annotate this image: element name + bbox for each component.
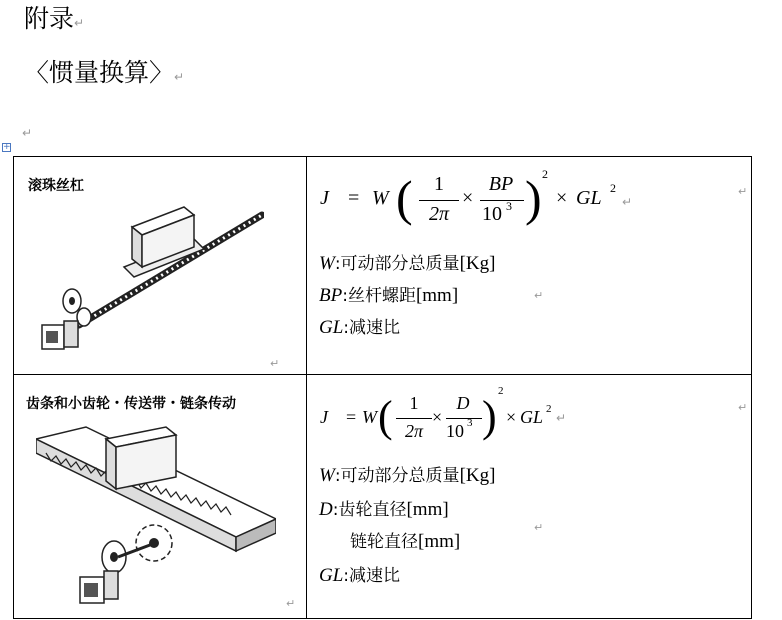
formula-gl: GL <box>576 187 602 209</box>
def-text: 链轮直径 <box>350 532 418 552</box>
def-unit: [Kg] <box>459 465 496 486</box>
appendix-text: 附录 <box>24 4 75 33</box>
frac2-bar <box>480 200 524 201</box>
frac2-numerator: D <box>456 393 470 413</box>
inertia-heading <box>24 58 184 92</box>
denominator-exponent: 3 <box>506 199 512 213</box>
frac2-denominator: 10 <box>482 203 502 225</box>
frac2-denominator: 10 <box>446 421 464 441</box>
def-row <box>319 561 400 587</box>
formula-w: W <box>362 407 377 427</box>
def-symbol: GL <box>319 317 344 338</box>
times-sign: × <box>506 407 517 427</box>
def-row <box>319 249 495 275</box>
def-unit: [mm] <box>415 285 459 306</box>
paragraph-mark: ↵ <box>738 401 748 414</box>
def-symbol: BP <box>319 285 343 306</box>
def-text: :减速比 <box>343 318 401 338</box>
appendix-heading <box>24 4 84 38</box>
times-sign: × <box>556 187 568 209</box>
def-symbol: GL <box>319 565 344 586</box>
def-row <box>350 527 460 553</box>
frac1-bar <box>396 418 432 419</box>
def-symbol: W <box>319 465 335 486</box>
power-exponent: 2 <box>498 385 504 397</box>
paragraph-mark: ↵ <box>738 185 748 198</box>
ball-screw-title: 滚珠丝杠 <box>28 178 84 194</box>
def-text: :可动部分总质量 <box>334 466 460 486</box>
paragraph-mark: ↵ <box>22 126 33 140</box>
formula-j: J <box>320 187 329 209</box>
def-unit: [Kg] <box>459 253 496 274</box>
formula-equals: = <box>346 407 357 427</box>
gl-exponent: 2 <box>546 403 552 415</box>
paragraph-mark: ↵ <box>622 195 633 209</box>
formula-w: W <box>372 187 389 209</box>
def-text: :减速比 <box>343 566 401 586</box>
times-sign: × <box>432 407 443 427</box>
def-symbol: W <box>319 253 335 274</box>
formula-j: J <box>320 407 328 427</box>
frac2-numerator: BP <box>488 173 514 195</box>
paragraph-mark: ↵ <box>534 521 544 534</box>
paren-close: ) <box>525 170 542 226</box>
rack-pinion-formula <box>320 385 740 455</box>
def-text: :可动部分总质量 <box>334 254 460 274</box>
paragraph-mark: ↵ <box>270 357 280 370</box>
def-row <box>319 313 400 339</box>
frac1-denominator: 2π <box>404 421 424 441</box>
inertia-table <box>13 156 752 619</box>
frac1-numerator: 1 <box>434 173 444 195</box>
ball-screw-illustration <box>34 197 264 365</box>
def-text: :齿轮直径 <box>332 500 407 520</box>
def-row <box>319 281 458 307</box>
table-move-handle-icon[interactable]: + <box>3 142 11 152</box>
gl-exponent: 2 <box>610 181 616 195</box>
def-text: :丝杆螺距 <box>342 286 416 306</box>
formula-gl: GL <box>520 407 544 427</box>
frac1-bar <box>419 200 459 201</box>
def-row <box>319 461 495 487</box>
paren-open: ( <box>396 170 413 226</box>
table-column-divider <box>306 157 307 618</box>
paragraph-mark: ↵ <box>74 16 85 30</box>
def-unit: [mm] <box>406 499 449 520</box>
denominator-exponent: 3 <box>467 417 473 429</box>
paragraph-mark: ↵ <box>286 597 296 610</box>
paragraph-mark: ↵ <box>556 411 567 425</box>
def-unit: [mm] <box>418 531 461 552</box>
paren-close: ) <box>482 392 497 441</box>
frac1-denominator: 2π <box>428 203 450 225</box>
frac1-numerator: 1 <box>409 393 419 413</box>
table-row-divider <box>14 374 751 375</box>
formula-equals: = <box>348 187 360 209</box>
frac2-bar <box>446 418 482 419</box>
inertia-text: 〈惯量换算〉 <box>24 58 175 87</box>
def-symbol: D <box>319 499 333 520</box>
ball-screw-formula <box>320 169 740 239</box>
def-row <box>319 495 449 521</box>
times-sign: × <box>462 187 474 209</box>
paren-open: ( <box>378 392 393 441</box>
paragraph-mark: ↵ <box>534 289 544 302</box>
paragraph-mark: ↵ <box>174 70 185 84</box>
rack-pinion-title: 齿条和小齿轮・传送带・链条传动 <box>26 396 236 412</box>
power-exponent: 2 <box>542 167 548 181</box>
rack-pinion-illustration <box>36 419 276 609</box>
